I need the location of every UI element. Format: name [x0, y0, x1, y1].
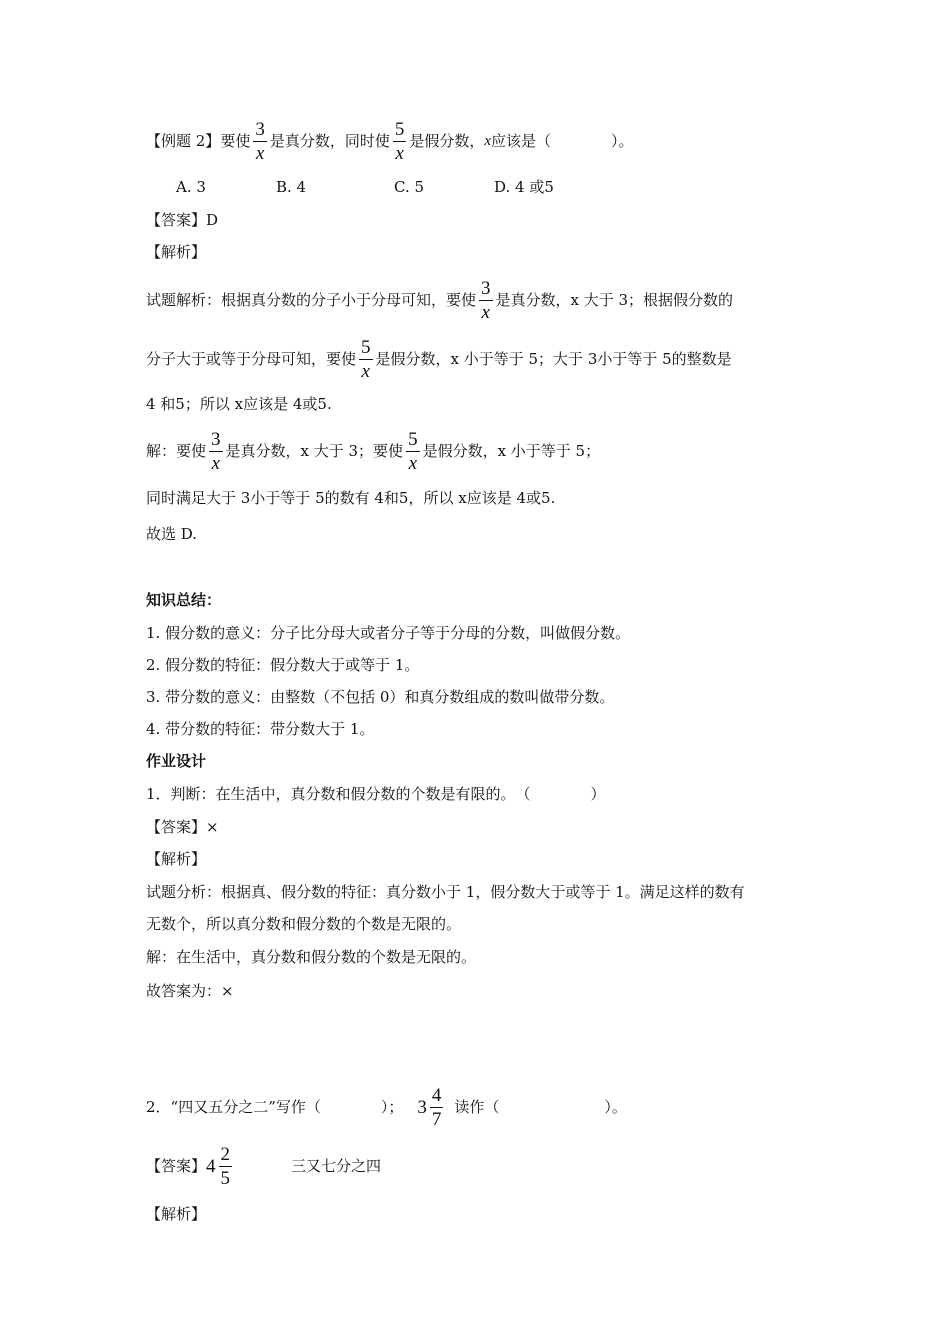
- analysis-1-line1: 试题解析：根据真分数的分子小于分母可知，要使 $\frac{3}{x}$ 是真分数，x 大于 3；根据假分数的: [146, 278, 734, 323]
- fraction-3-over-x: $\frac{3}{x}$: [255, 119, 265, 164]
- analysis-1-line5: 同时满足大于 3小于等于 5的数有 4和5，所以 x应该是 4或5.: [146, 489, 556, 507]
- summary-title: 知识总结：: [146, 591, 222, 609]
- question-1-analysis-line: 无数个，所以真分数和假分数的个数是无限的。: [146, 915, 462, 933]
- fraction-4-over-7: $\frac{4}{7}$: [431, 1085, 442, 1130]
- option-b: B. 4: [276, 178, 307, 196]
- question-1-answer: 【答案】×: [146, 818, 219, 836]
- fraction-3-over-x: $\frac{3}{x}$: [211, 429, 221, 474]
- summary-item: 3. 带分数的意义：由整数（不包括 0）和真分数组成的数叫做带分数。: [146, 688, 615, 706]
- fraction-2-over-5: $\frac{2}{5}$: [220, 1144, 231, 1189]
- fraction-5-over-x: $\frac{5}{x}$: [361, 337, 371, 382]
- example-label: 【例题 2】: [146, 132, 221, 150]
- fraction-3-over-x: $\frac{3}{x}$: [481, 278, 491, 323]
- analysis-1-line2: 分子大于或等于分母可知，要使 $\frac{5}{x}$ 是假分数，x 小于等于 5；大于 3小于等于 5的整数是: [146, 337, 732, 382]
- summary-item: 1. 假分数的意义：分子比分母大或者分子等于分母的分数，叫做假分数。: [146, 624, 631, 642]
- analysis-1-label: 【解析】: [146, 243, 207, 261]
- question-1-analysis-line: 解：在生活中，真分数和假分数的个数是无限的。: [146, 948, 477, 966]
- question-2-answer: 【答案】 4 $\frac{2}{5}$ 三又七分之四: [146, 1144, 382, 1189]
- analysis-1-line3: 4 和5；所以 x应该是 4或5.: [146, 395, 332, 413]
- summary-item: 2. 假分数的特征：假分数大于或等于 1。: [146, 656, 420, 674]
- example-question: 【例题 2】 要使 $\frac{3}{x}$ 是真分数，同时使 $\frac{5}{x}$ 是假分数， x 应该是（ ）。: [146, 119, 634, 164]
- question-1-analysis-line: 故答案为：×: [146, 982, 234, 1000]
- question-1: 1．判断：在生活中，真分数和假分数的个数是有限的。 （ ）: [146, 785, 606, 803]
- fraction-5-over-x: $\frac{5}{x}$: [394, 119, 405, 164]
- answer-1: 【答案】D: [146, 211, 219, 229]
- fraction-5-over-x: $\frac{5}{x}$: [408, 429, 418, 474]
- homework-title: 作业设计: [146, 752, 207, 770]
- summary-item: 4. 带分数的特征：带分数大于 1。: [146, 720, 375, 738]
- option-a: A. 3: [176, 178, 206, 196]
- mixed-number: 4 $\frac{2}{5}$: [206, 1144, 231, 1189]
- question-2: 2．“四又五分之二”写作（ ）； 3 $\frac{4}{7}$ 读作（ ）。: [146, 1085, 627, 1130]
- question-1-analysis-line: 试题分析：根据真、假分数的特征：真分数小于 1，假分数大于或等于 1。满足这样的数有: [146, 883, 745, 901]
- mixed-number: 3 $\frac{4}{7}$: [417, 1085, 442, 1130]
- question-2-analysis-label: 【解析】: [146, 1205, 207, 1223]
- option-d: D. 4 或5: [494, 178, 554, 196]
- options-row: [176, 180, 554, 195]
- option-c: C. 5: [394, 178, 425, 196]
- question-1-analysis-label: 【解析】: [146, 850, 207, 868]
- analysis-1-line4: 解：要使 $\frac{3}{x}$ 是真分数，x 大于 3；要使 $\frac{5}{x}$ 是假分数，x 小于等于 5；: [146, 429, 601, 474]
- analysis-1-line6: 故选 D.: [146, 525, 198, 543]
